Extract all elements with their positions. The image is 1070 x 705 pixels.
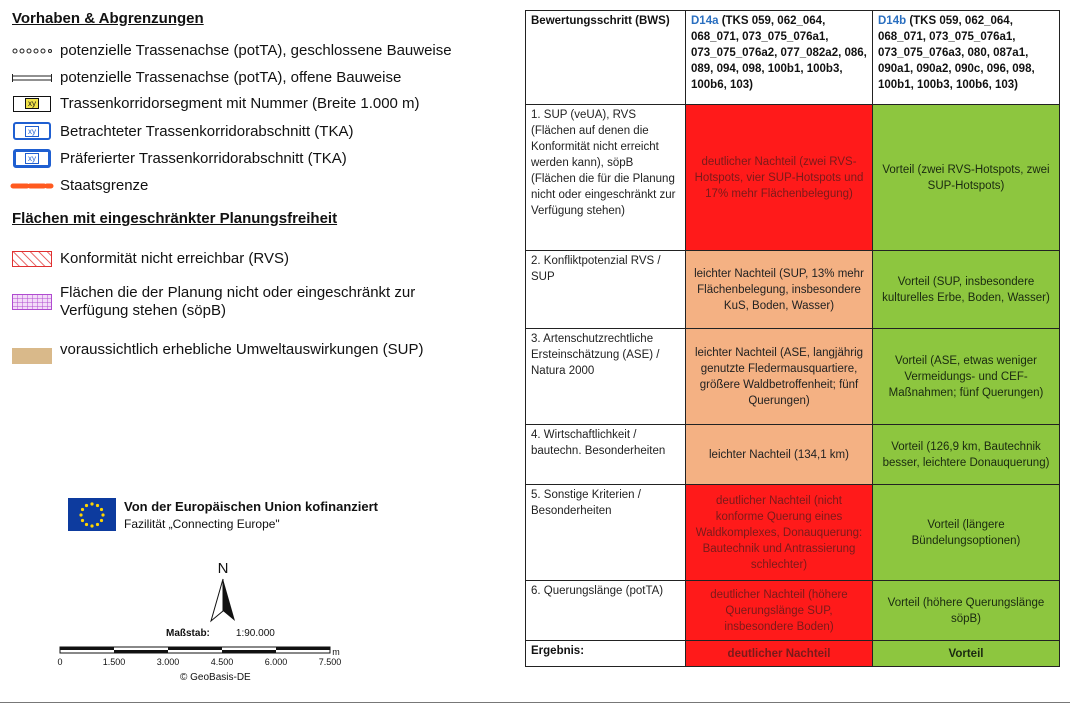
table-row bbox=[526, 581, 1060, 641]
evaluation-table bbox=[525, 10, 1060, 667]
grid-purple-area-icon bbox=[12, 294, 52, 310]
eu-cofinancing-logo bbox=[68, 498, 378, 531]
scale-label: Maßstab: bbox=[166, 628, 210, 639]
legend-heading-flaechen: Flächen mit eingeschränkter Planungsfreiheit bbox=[12, 210, 338, 227]
legend-label: Trassenkorridorsegment mit Nummer (Breite 1.000 m) bbox=[60, 95, 420, 112]
double-line-symbol-icon bbox=[12, 73, 52, 83]
north-letter: N bbox=[217, 560, 229, 577]
row-d14a: leichter Nachteil (SUP, 13% mehr Flächenbelegung, insbesondere KuS, Boden, Wasser) bbox=[686, 251, 873, 329]
table-row bbox=[526, 251, 1060, 329]
legend-heading-vorhaben: Vorhaben & Abgrenzungen bbox=[12, 10, 204, 27]
result-d14a: deutlicher Nachteil bbox=[686, 641, 873, 667]
row-d14a: deutlicher Nachteil (zwei RVS-Hotspots, vier SUP-Hotspots und 17% mehr Flächenbelegung) bbox=[686, 105, 873, 251]
legend-label: Betrachteter Trassenkorridorabschnitt (TKA) bbox=[60, 122, 354, 140]
bottom-rule bbox=[0, 702, 1070, 703]
eu-flag-icon bbox=[68, 498, 116, 531]
result-d14b: Vorteil bbox=[873, 641, 1060, 667]
legend-item-pota-closed bbox=[12, 42, 452, 59]
legend-label: Präferierter Trassenkorridorabschnitt (TKA) bbox=[60, 150, 347, 167]
legend-label: Flächen die der Planung nicht oder eingeschränkt zur Verfügung stehen (söpB) bbox=[60, 284, 416, 319]
scale-tick: 4.500 bbox=[210, 657, 234, 667]
table-result-row bbox=[526, 641, 1060, 667]
row-d14b: Vorteil (höhere Querungslänge söpB) bbox=[873, 581, 1060, 641]
row-d14a: deutlicher Nachteil (nicht konforme Querung eines Waldkomplexes, Donauquerung: Bautechnik und Antrassierung schlechter) bbox=[686, 485, 873, 581]
table-row bbox=[526, 425, 1060, 485]
scale-tick: 1.500 bbox=[102, 657, 126, 667]
north-arrow bbox=[205, 560, 241, 628]
row-step: 3. Artenschutzrechtliche Ersteinschätzung (ASE) / Natura 2000 bbox=[526, 329, 686, 425]
result-label: Ergebnis: bbox=[526, 641, 686, 667]
hatched-red-area-icon bbox=[12, 251, 52, 267]
table-row bbox=[526, 105, 1060, 251]
copyright: © GeoBasis-DE bbox=[180, 672, 251, 683]
legend-label: Staatsgrenze bbox=[60, 177, 149, 194]
row-d14a: leichter Nachteil (134,1 km) bbox=[686, 425, 873, 485]
row-d14a: deutlicher Nachteil (höhere Querungslänge SUP, insbesondere Boden) bbox=[686, 581, 873, 641]
legend-item-soepb bbox=[12, 284, 415, 320]
row-step: 6. Querungslänge (potTA) bbox=[526, 581, 686, 641]
scale-value: 1:90.000 bbox=[235, 628, 275, 639]
row-step: 2. Konfliktpotenzial RVS / SUP bbox=[526, 251, 686, 329]
eu-line2: Fazilität „Connecting Europe" bbox=[124, 516, 280, 531]
legend-label: Konformität nicht erreichbar (RVS) bbox=[60, 250, 289, 267]
table-row bbox=[526, 485, 1060, 581]
legend-item-sup bbox=[12, 334, 423, 364]
border-line-symbol-icon bbox=[12, 182, 52, 190]
north-arrow-icon bbox=[205, 577, 241, 623]
scale-tick: 3.000 bbox=[156, 657, 180, 667]
header-d14a: D14a (TKS 059, 062_064, 068_071, 073_075_076a1, 073_075_076a2, 077_082a2, 086, 089, 094, 098, 100b1, 100b3, 100b6, 103) bbox=[686, 11, 873, 105]
table-header-row bbox=[526, 11, 1060, 105]
segment-box-symbol-icon: xy bbox=[12, 96, 52, 112]
scale-unit: m bbox=[332, 647, 340, 657]
legend-item-pota-open bbox=[12, 69, 401, 86]
row-step: 4. Wirtschaftlichkeit / bautechn. Besonderheiten bbox=[526, 425, 686, 485]
row-d14b: Vorteil (längere Bündelungsoptionen) bbox=[873, 485, 1060, 581]
row-step: 5. Sonstige Kriterien / Besonderheiten bbox=[526, 485, 686, 581]
legend-label: voraussichtlich erhebliche Umweltauswirkungen (SUP) bbox=[60, 340, 424, 358]
row-d14a: leichter Nachteil (ASE, langjährig genutzte Fledermausquartiere, größere Waldbetroffenheit; fünf Querungen) bbox=[686, 329, 873, 425]
header-step: Bewertungsschritt (BWS) bbox=[526, 11, 686, 105]
eu-line1: Von der Europäischen Union kofinanziert bbox=[124, 498, 379, 514]
legend-item-tks-segment bbox=[12, 95, 420, 112]
scale-tick: 0 bbox=[57, 657, 63, 667]
row-d14b: Vorteil (ASE, etwas weniger Vermeidungs- und CEF-Maßnahmen; fünf Querungen) bbox=[873, 329, 1060, 425]
table-row bbox=[526, 329, 1060, 425]
scale-text bbox=[166, 628, 275, 639]
legend-label: potenzielle Trassenachse (potTA), offene Bauweise bbox=[60, 69, 402, 86]
header-d14b: D14b (TKS 059, 062_064, 068_071, 073_075_076a1, 073_075_076a3, 080, 087a1, 090a1, 090a2, 090c, 096, 098, 100b1, 100b3, 100b6, 103) bbox=[873, 11, 1060, 105]
scale-tick: 7.500 bbox=[318, 657, 342, 667]
legend-item-staatsgrenze bbox=[12, 177, 148, 194]
row-d14b: Vorteil (SUP, insbesondere kulturelles Erbe, Boden, Wasser) bbox=[873, 251, 1060, 329]
legend-item-rvs bbox=[12, 250, 289, 267]
legend-label: potenzielle Trassenachse (potTA), geschlossene Bauweise bbox=[60, 42, 452, 59]
legend-item-tka-considered bbox=[12, 122, 353, 140]
scale-tick: 6.000 bbox=[264, 657, 288, 667]
tan-area-icon bbox=[12, 334, 52, 364]
row-step: 1. SUP (veUA), RVS (Flächen auf denen die Konformität nicht erreicht werden kann), söpB (Flächen die für die Planung nicht oder eingeschränkt zur Verfügung stehen) bbox=[526, 105, 686, 251]
row-d14b: Vorteil (zwei RVS-Hotspots, zwei SUP-Hotspots) bbox=[873, 105, 1060, 251]
row-d14b: Vorteil (126,9 km, Bautechnik besser, leichtere Donauquerung) bbox=[873, 425, 1060, 485]
dotted-line-symbol-icon bbox=[12, 46, 52, 56]
tka-preferred-symbol-icon: xy bbox=[12, 149, 52, 168]
legend-item-tka-preferred bbox=[12, 149, 347, 168]
tka-considered-symbol-icon: xy bbox=[12, 122, 52, 140]
